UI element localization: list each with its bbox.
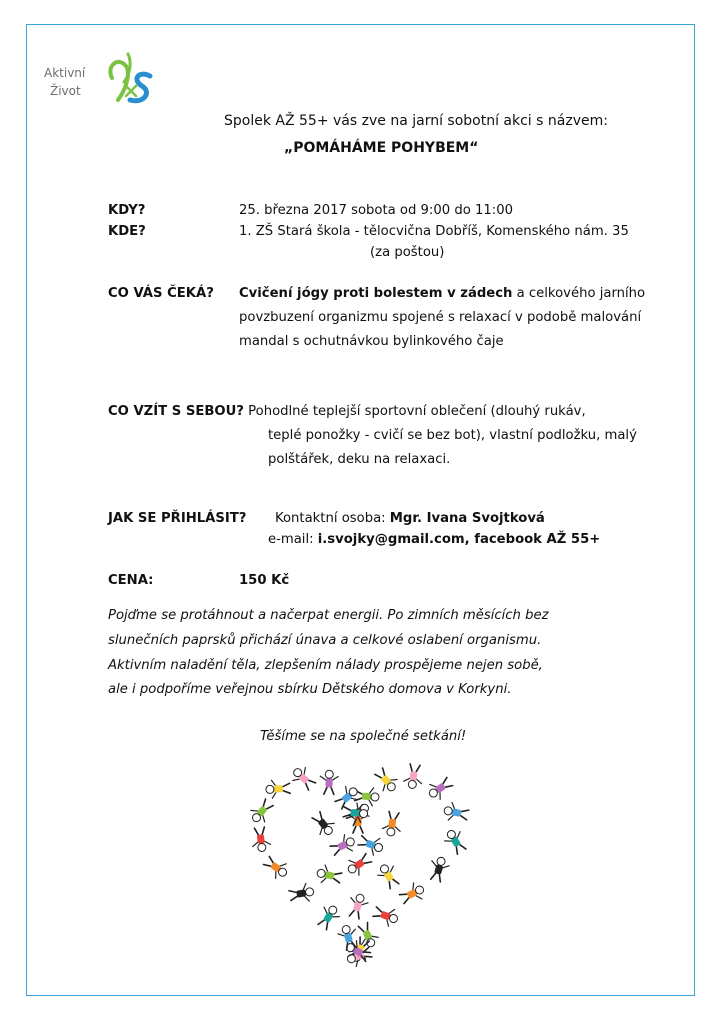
price-label: CENA: [108, 573, 154, 588]
when-label: KDY? [108, 203, 146, 218]
bring-line3: polštářek, deku na relaxaci. [268, 452, 451, 467]
closing-line2: slunečních paprsků přichází únava a celkové oslabení organismu. [108, 633, 542, 648]
when-value: 25. března 2017 sobota od 9:00 do 11:00 [239, 203, 513, 218]
contact-label: Kontaktní osoba: [275, 511, 390, 526]
yoga-figure [375, 861, 403, 891]
yoga-figure [372, 766, 401, 796]
signup-label: JAK SE PŘIHLÁSIT? [108, 511, 247, 526]
expect-line1-rest: a celkového jarního [512, 286, 646, 301]
email-line [268, 531, 600, 549]
expect-line2: povzbuzení organizmu spojené s relaxací v podobě malování [239, 310, 642, 325]
contact-line [275, 510, 545, 528]
yoga-figure [288, 882, 315, 904]
expect-line3: mandal s ochutnávkou bylinkového čaje [239, 334, 504, 349]
farewell-text: Těšíme se na společné setkání! [260, 729, 467, 744]
contact-name: Mgr. Ivana Svojtková [389, 511, 545, 526]
yoga-figure [250, 827, 271, 853]
expect-line1 [239, 285, 645, 303]
yoga-figure [403, 763, 424, 789]
yoga-figure [346, 892, 370, 920]
yoga-figure [425, 774, 455, 803]
yoga-figure [289, 763, 319, 793]
yoga-figure [381, 811, 403, 838]
closing-line4: ale i podpoříme veřejnou sbírku Dětského domova v Korkyni. [108, 682, 512, 697]
email-label: e-mail: [268, 532, 318, 547]
yoga-heart-illustration [244, 755, 472, 983]
yoga-figure [309, 809, 338, 839]
yoga-figure [328, 832, 357, 859]
email-value[interactable]: i.svojky@gmail.com, facebook AŽ 55+ [317, 532, 601, 547]
expect-label: CO VÁS ČEKÁ? [108, 286, 214, 301]
bring-label: CO VZÍT S SEBOU? [108, 404, 244, 419]
logo-heart-icon [104, 52, 158, 110]
expect-highlight: Cvičení jógy proti bolestem v zádech [239, 286, 513, 301]
closing-line1: Pojďme se protáhnout a načerpat energii. Po zimních měsících bez [108, 608, 549, 623]
yoga-figure [357, 832, 386, 857]
yoga-figure [398, 880, 428, 907]
price-value: 150 Kč [239, 573, 290, 588]
bring-line1 [108, 403, 586, 421]
yoga-figure [427, 855, 451, 883]
yoga-figure [315, 864, 342, 887]
yoga-figure [442, 826, 470, 856]
aktivni-zivot-logo [42, 52, 157, 114]
where-label: KDE? [108, 224, 146, 239]
yoga-figure [354, 787, 379, 807]
logo-text-line2: Život [50, 84, 81, 98]
yoga-figure [442, 801, 469, 824]
where-value: 1. ZŠ Stará škola - tělocvična Dobříš, Komenského nám. 35 [239, 224, 629, 239]
yoga-figure [320, 770, 338, 794]
event-title: „POMÁHÁME POHYBEM“ [284, 140, 479, 156]
logo-text-line1: Aktivní [44, 66, 86, 80]
yoga-figure [315, 902, 343, 932]
closing-line3: Aktivním naladění těla, zlepšením nálady prospějeme nejen sobě, [108, 658, 543, 673]
bring-line1-text: Pohodlné teplejší sportovní oblečení (dlouhý rukáv, [243, 404, 586, 419]
where-note: (za poštou) [370, 245, 445, 260]
intro-text: Spolek AŽ 55+ vás zve na jarní sobotní akci s názvem: [224, 113, 608, 129]
yoga-figure [344, 850, 374, 878]
yoga-figure [261, 853, 291, 882]
yoga-figure [372, 903, 401, 928]
bring-line2: teplé ponožky - cvičí se bez bot), vlastní podložku, malý [268, 428, 637, 443]
yoga-figure [265, 779, 290, 798]
yoga-figure [247, 797, 276, 827]
